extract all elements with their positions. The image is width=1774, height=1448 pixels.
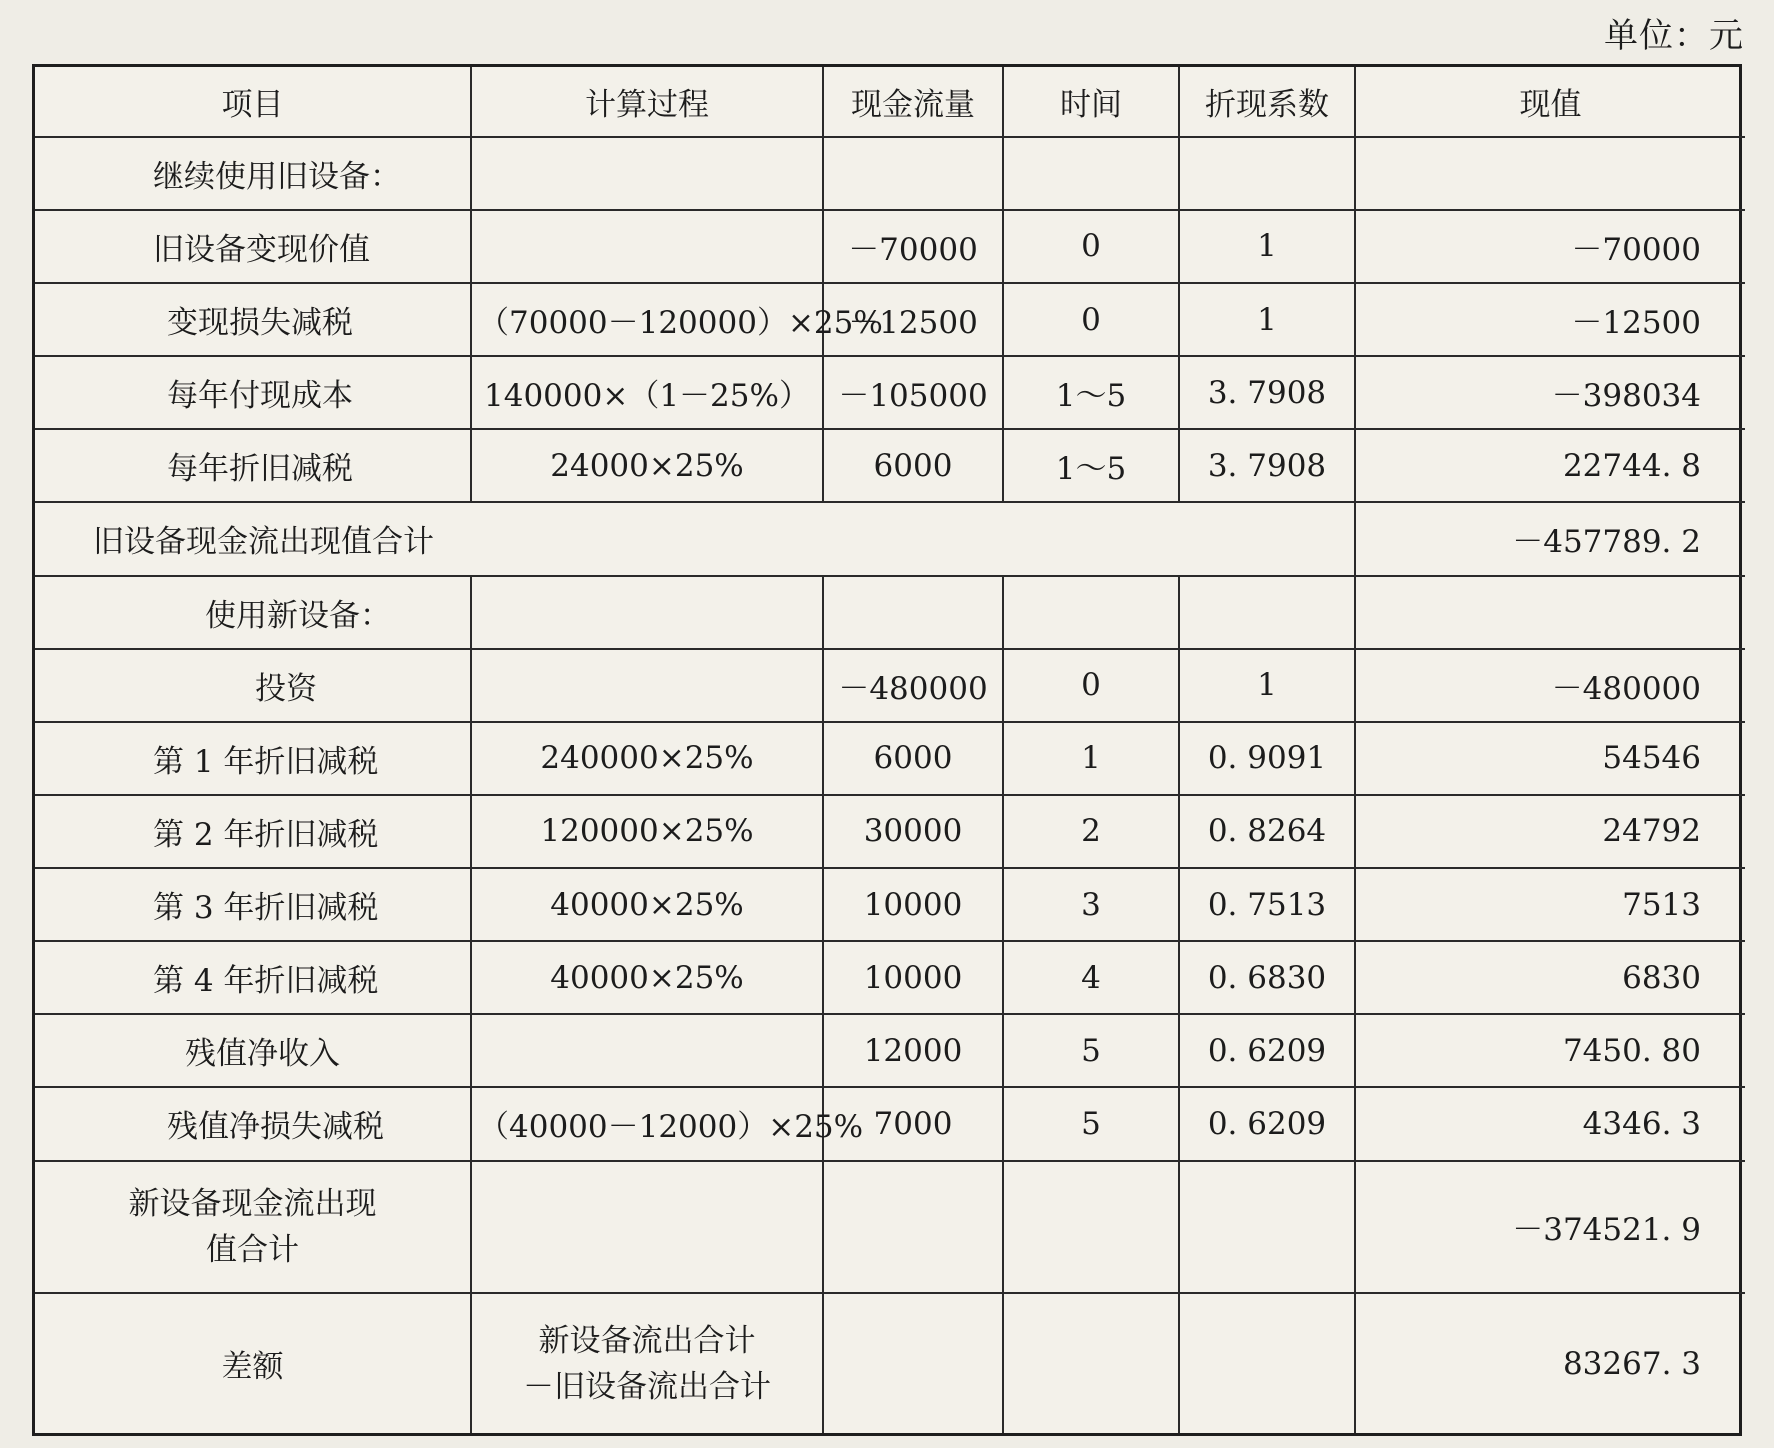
row-cash-flow: 12000 [823, 1014, 1003, 1087]
row-calc [471, 1014, 823, 1087]
unit-label: 单位：元 [1604, 16, 1744, 56]
header-calc: 计算过程 [471, 67, 823, 137]
row-time: 4 [1003, 941, 1179, 1014]
table-row [35, 722, 1745, 795]
row-item: 残值净收入 [35, 1014, 471, 1087]
row-present-value: －12500 [1355, 283, 1745, 356]
row-time: 0 [1003, 283, 1179, 356]
total-value-new: －374521. 9 [1355, 1161, 1745, 1294]
row-discount-factor: 0. 9091 [1179, 722, 1355, 795]
row-calc: 40000×25% [471, 941, 823, 1014]
row-discount-factor: 3. 7908 [1179, 356, 1355, 429]
row-discount-factor: 1 [1179, 283, 1355, 356]
difference-calc-line1: 新设备流出合计 [538, 1322, 756, 1359]
section-row-new [35, 576, 1745, 649]
table-row [35, 795, 1745, 868]
table-row [35, 941, 1745, 1014]
row-item: 投资 [35, 649, 471, 722]
row-present-value: 22744. 8 [1355, 429, 1745, 502]
difference-label: 差额 [35, 1293, 471, 1433]
row-item: 第 4 年折旧减税 [35, 941, 471, 1014]
difference-calc-line2: －旧设备流出合计 [523, 1368, 771, 1405]
header-present-value: 现值 [1355, 67, 1745, 137]
row-time: 1～5 [1003, 356, 1179, 429]
row-present-value: 54546 [1355, 722, 1745, 795]
row-present-value: －70000 [1355, 210, 1745, 283]
row-cash-flow: 30000 [823, 795, 1003, 868]
row-calc [471, 210, 823, 283]
row-discount-factor: 3. 7908 [1179, 429, 1355, 502]
row-calc: 40000×25% [471, 868, 823, 941]
row-calc: 240000×25% [471, 722, 823, 795]
row-calc: 24000×25% [471, 429, 823, 502]
row-calc: （40000－12000）×25% [471, 1087, 823, 1160]
row-item: 变现损失减税 [35, 283, 471, 356]
row-cash-flow: －105000 [823, 356, 1003, 429]
row-cash-flow: 6000 [823, 429, 1003, 502]
row-present-value: 7513 [1355, 868, 1745, 941]
row-discount-factor: 0. 6830 [1179, 941, 1355, 1014]
row-discount-factor: 0. 6209 [1179, 1087, 1355, 1160]
total-label-new [35, 1161, 471, 1294]
row-cash-flow: 7000 [823, 1087, 1003, 1160]
section-title-new: 使用新设备： [35, 576, 471, 649]
row-time: 5 [1003, 1087, 1179, 1160]
row-time: 0 [1003, 649, 1179, 722]
header-row [35, 67, 1745, 137]
row-time: 5 [1003, 1014, 1179, 1087]
row-calc: 120000×25% [471, 795, 823, 868]
row-item: 每年付现成本 [35, 356, 471, 429]
row-present-value: －480000 [1355, 649, 1745, 722]
row-discount-factor: 0. 7513 [1179, 868, 1355, 941]
table-row [35, 429, 1745, 502]
row-time: 2 [1003, 795, 1179, 868]
section-title-old: 继续使用旧设备： [35, 137, 471, 210]
table-row [35, 210, 1745, 283]
table-row [35, 1087, 1745, 1160]
table-row [35, 356, 1745, 429]
table-row [35, 649, 1745, 722]
table-row [35, 283, 1745, 356]
row-item: 每年折旧减税 [35, 429, 471, 502]
row-cash-flow: 10000 [823, 868, 1003, 941]
header-cash-flow: 现金流量 [823, 67, 1003, 137]
row-item: 第 2 年折旧减税 [35, 795, 471, 868]
difference-value: 83267. 3 [1355, 1293, 1745, 1433]
row-item: 残值净损失减税 [35, 1087, 471, 1160]
row-discount-factor: 1 [1179, 649, 1355, 722]
row-cash-flow: 6000 [823, 722, 1003, 795]
total-row-new [35, 1161, 1745, 1294]
header-discount-factor: 折现系数 [1179, 67, 1355, 137]
row-time: 1 [1003, 722, 1179, 795]
row-item: 旧设备变现价值 [35, 210, 471, 283]
row-time: 3 [1003, 868, 1179, 941]
row-discount-factor: 0. 6209 [1179, 1014, 1355, 1087]
difference-row [35, 1293, 1745, 1433]
difference-calc [471, 1293, 823, 1433]
total-row-old [35, 502, 1745, 575]
row-discount-factor: 1 [1179, 210, 1355, 283]
row-present-value: 6830 [1355, 941, 1745, 1014]
row-time: 0 [1003, 210, 1179, 283]
total-value-old: －457789. 2 [1355, 502, 1745, 575]
section-row-old [35, 137, 1745, 210]
total-label-old: 旧设备现金流出现值合计 [35, 502, 1355, 575]
total-label-new-line2: 值合计 [206, 1231, 299, 1268]
row-calc: 140000×（1－25%） [471, 356, 823, 429]
cash-flow-table [32, 64, 1742, 1436]
row-present-value: 4346. 3 [1355, 1087, 1745, 1160]
row-time: 1～5 [1003, 429, 1179, 502]
row-present-value: －398034 [1355, 356, 1745, 429]
header-item: 项目 [35, 67, 471, 137]
total-label-new-line1: 新设备现金流出现 [128, 1185, 377, 1222]
row-cash-flow: －12500 [823, 283, 1003, 356]
table-row [35, 868, 1745, 941]
row-item: 第 1 年折旧减税 [35, 722, 471, 795]
table-row [35, 1014, 1745, 1087]
row-cash-flow: －70000 [823, 210, 1003, 283]
row-calc: （70000－120000）×25% [471, 283, 823, 356]
row-cash-flow: －480000 [823, 649, 1003, 722]
row-discount-factor: 0. 8264 [1179, 795, 1355, 868]
row-present-value: 7450. 80 [1355, 1014, 1745, 1087]
row-present-value: 24792 [1355, 795, 1745, 868]
header-time: 时间 [1003, 67, 1179, 137]
row-cash-flow: 10000 [823, 941, 1003, 1014]
row-calc [471, 649, 823, 722]
row-item: 第 3 年折旧减税 [35, 868, 471, 941]
